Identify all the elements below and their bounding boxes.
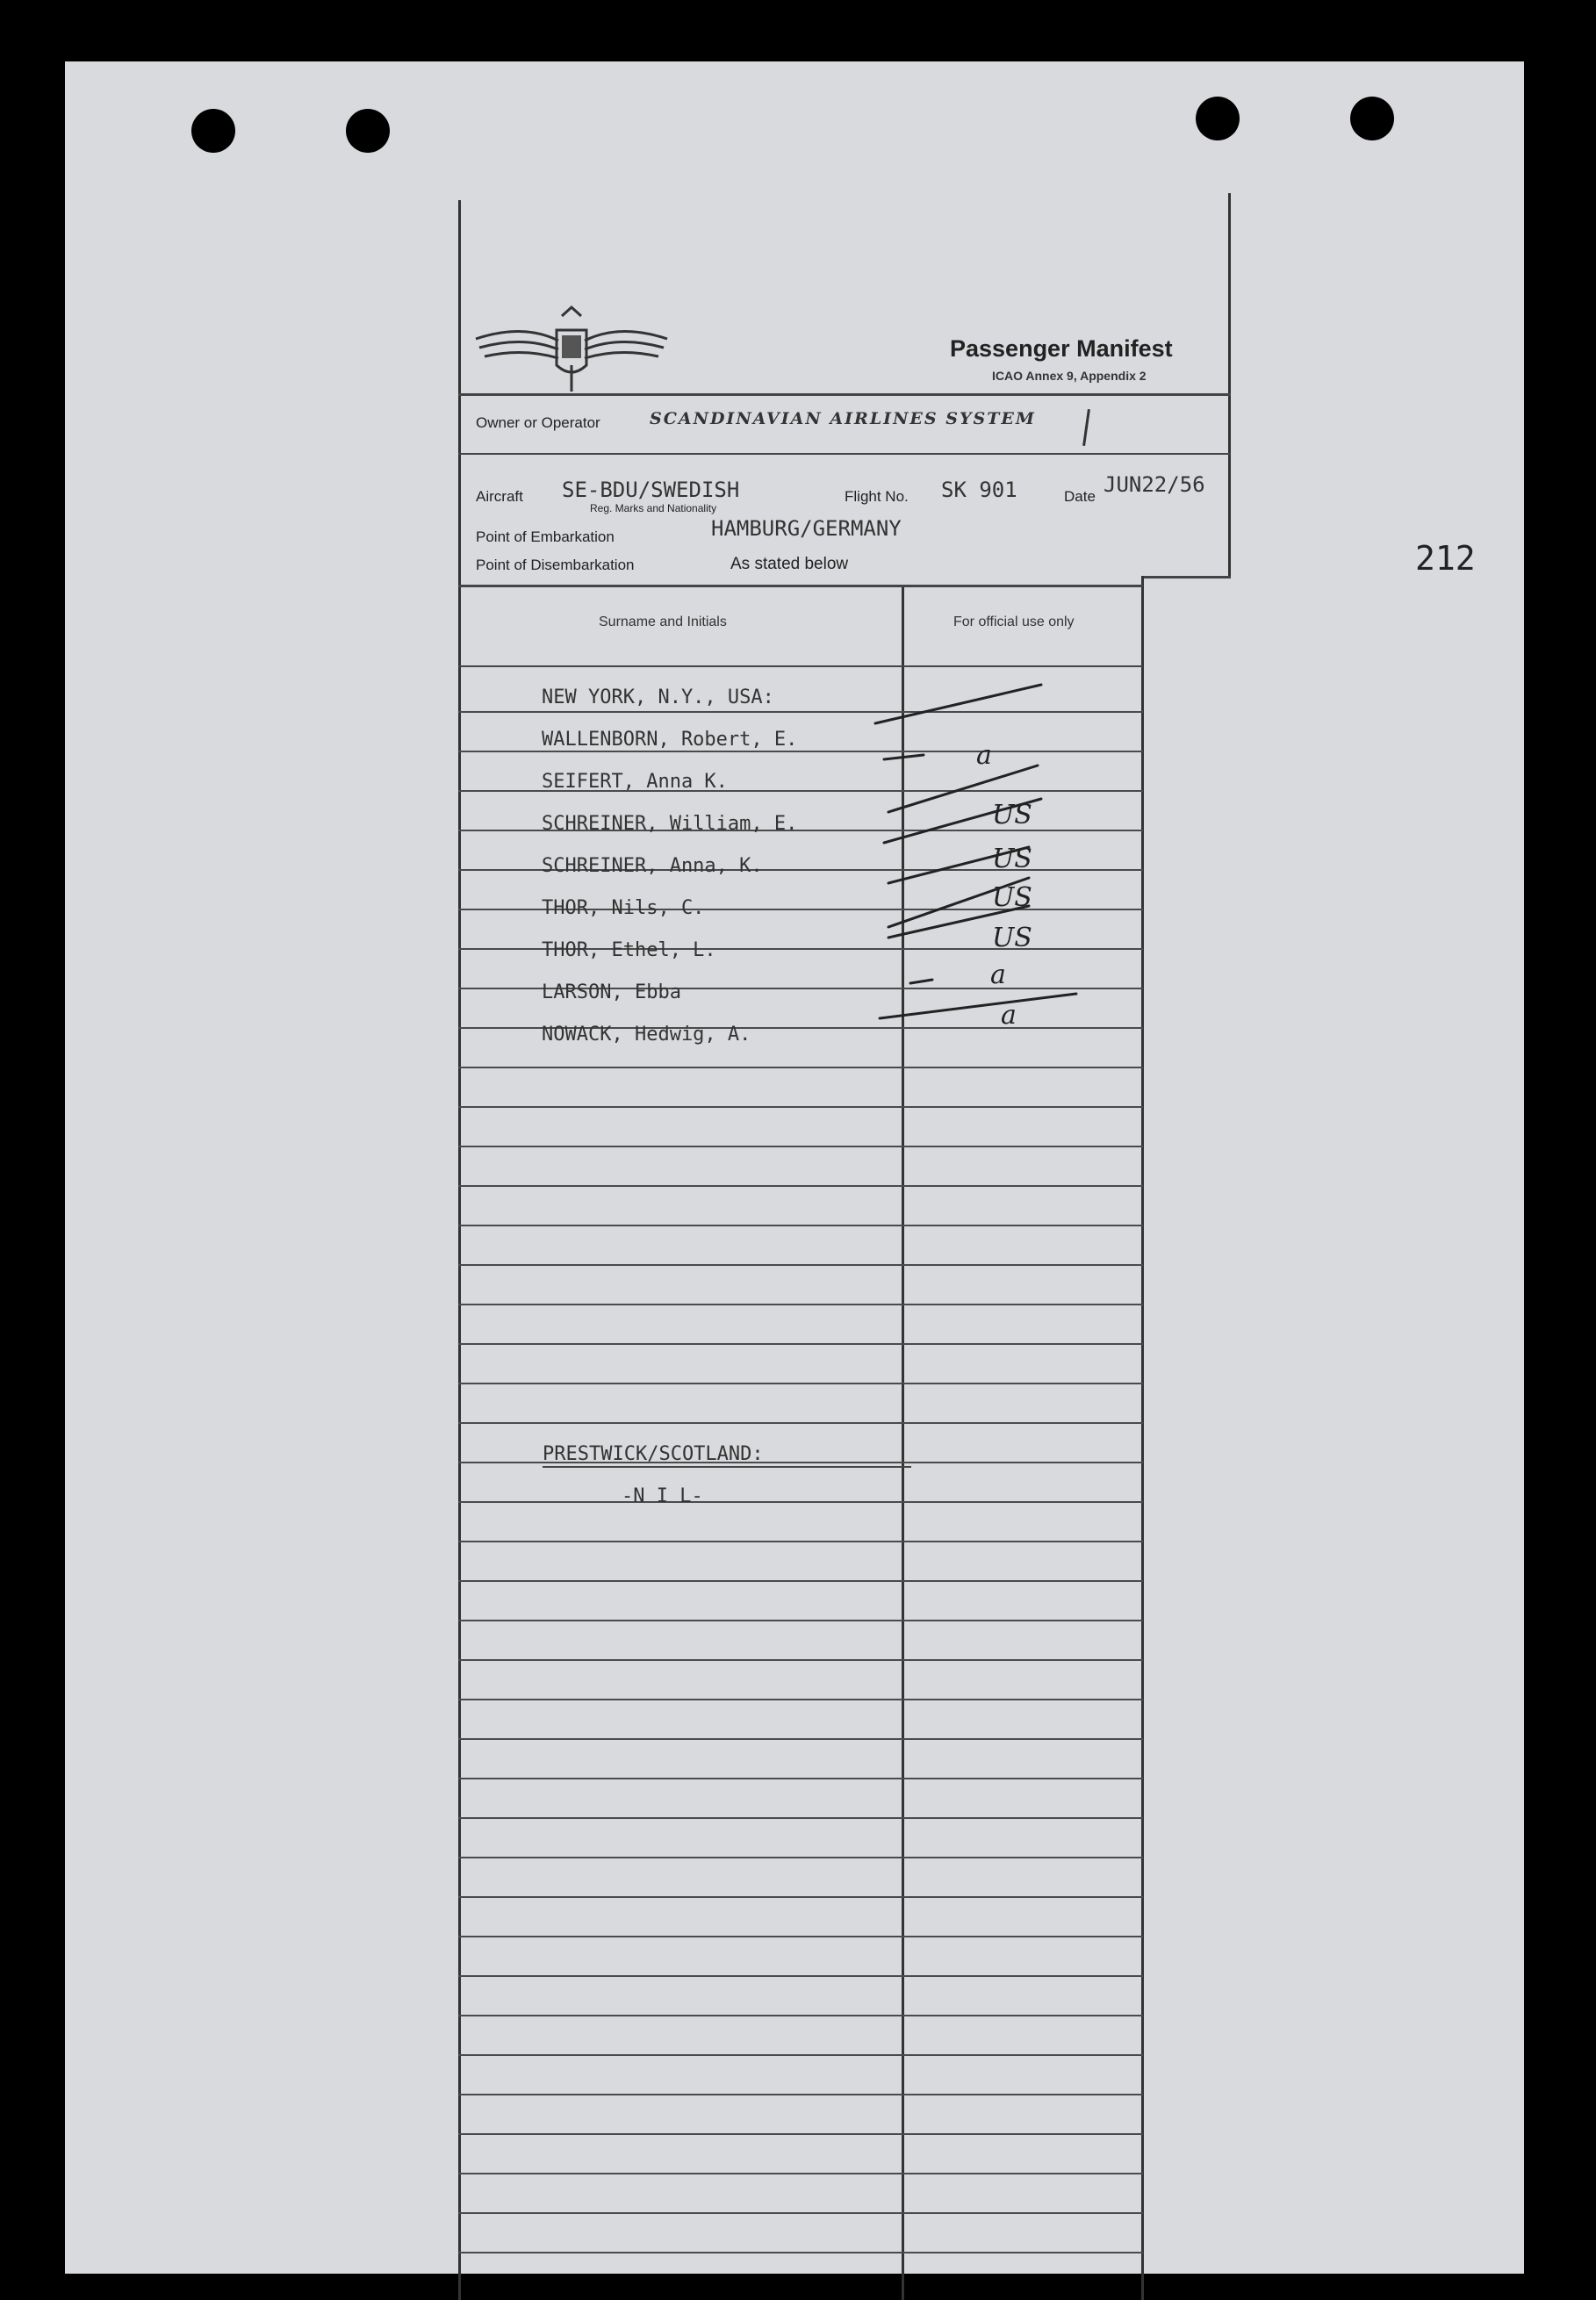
ruled-line xyxy=(458,1659,1143,1661)
embarkation-label: Point of Embarkation xyxy=(476,528,615,545)
ruled-line xyxy=(458,1699,1143,1700)
ruled-line xyxy=(458,1383,1143,1384)
section-heading: PRESTWICK/SCOTLAND: xyxy=(543,1443,764,1465)
date-label: Date xyxy=(1064,488,1096,505)
ruled-line xyxy=(458,2054,1143,2056)
list-item: SCHREINER, William, E. xyxy=(542,813,798,835)
list-item: LARSON, Ebba xyxy=(542,981,681,1003)
official-mark: US xyxy=(992,800,1032,830)
ruled-line xyxy=(458,1738,1143,1740)
ruled-line xyxy=(458,2133,1143,2135)
date-value: JUN22/56 xyxy=(1104,472,1205,497)
manifest-form xyxy=(458,193,1231,2300)
official-mark: a xyxy=(1001,1000,1017,1031)
disembarkation-label: Point of Disembarkation xyxy=(476,557,635,573)
list-item: SEIFERT, Anna K. xyxy=(542,771,728,793)
owner-label: Owner or Operator xyxy=(476,414,600,431)
official-mark: a xyxy=(990,960,1006,990)
ruled-line xyxy=(458,1896,1143,1898)
ruled-line xyxy=(458,1620,1143,1621)
section-value: -N I L- xyxy=(622,1485,703,1507)
ruled-line xyxy=(458,1817,1143,1819)
ruled-line xyxy=(458,1857,1143,1858)
list-item: THOR, Ethel, L. xyxy=(542,939,716,961)
form-title: Passenger Manifest xyxy=(950,335,1173,362)
official-mark: US xyxy=(992,844,1032,874)
ruled-line xyxy=(458,2173,1143,2174)
punch-hole xyxy=(1350,97,1394,140)
ruled-line xyxy=(458,1185,1143,1187)
disembarkation-value: As stated below xyxy=(730,555,849,573)
embarkation-value: HAMBURG/GERMANY xyxy=(711,516,902,541)
official-mark: US xyxy=(992,923,1032,953)
list-item: NOWACK, Hedwig, A. xyxy=(542,1024,751,1046)
list-item: THOR, Nils, C. xyxy=(542,897,705,919)
aircraft-value: SE-BDU/SWEDISH xyxy=(562,478,740,502)
ruled-line xyxy=(458,1975,1143,1977)
handwritten-marks xyxy=(458,193,1231,1071)
ruled-line xyxy=(458,1343,1143,1345)
official-mark: US xyxy=(992,882,1032,913)
ruled-line xyxy=(458,1146,1143,1147)
flight-label: Flight No. xyxy=(845,488,909,505)
column-header-name: Surname and Initials xyxy=(599,615,727,629)
ruled-line xyxy=(458,1936,1143,1937)
official-mark: a xyxy=(976,740,992,771)
reg-marks-label: Reg. Marks and Nationality xyxy=(590,502,717,514)
ruled-line xyxy=(458,1501,1143,1503)
form-subtitle: ICAO Annex 9, Appendix 2 xyxy=(992,369,1147,383)
ruled-line xyxy=(458,1264,1143,1266)
ruled-line xyxy=(458,2212,1143,2214)
ruled-line xyxy=(458,1778,1143,1779)
ruled-line xyxy=(458,1422,1143,1424)
punch-hole xyxy=(346,109,390,153)
section-underline xyxy=(543,1466,911,1468)
ruled-line xyxy=(458,1304,1143,1305)
list-item: NEW YORK, N.Y., USA: xyxy=(542,686,774,708)
aircraft-label: Aircraft xyxy=(476,488,523,505)
list-item: WALLENBORN, Robert, E. xyxy=(542,729,798,751)
ruled-line xyxy=(458,1580,1143,1582)
ruled-line xyxy=(458,1106,1143,1108)
list-item: SCHREINER, Anna, K. xyxy=(542,855,763,877)
ruled-line xyxy=(458,2015,1143,2016)
owner-value: SCANDINAVIAN AIRLINES SYSTEM xyxy=(650,409,1036,428)
punch-hole xyxy=(191,109,235,153)
flight-value: SK 901 xyxy=(941,478,1017,502)
page-number: 212 xyxy=(1415,539,1476,578)
ruled-line xyxy=(458,2094,1143,2095)
ruled-line xyxy=(458,2252,1143,2253)
ruled-line xyxy=(458,1541,1143,1542)
column-header-official: For official use only xyxy=(953,615,1075,629)
punch-hole xyxy=(1196,97,1240,140)
ruled-line xyxy=(458,1225,1143,1226)
